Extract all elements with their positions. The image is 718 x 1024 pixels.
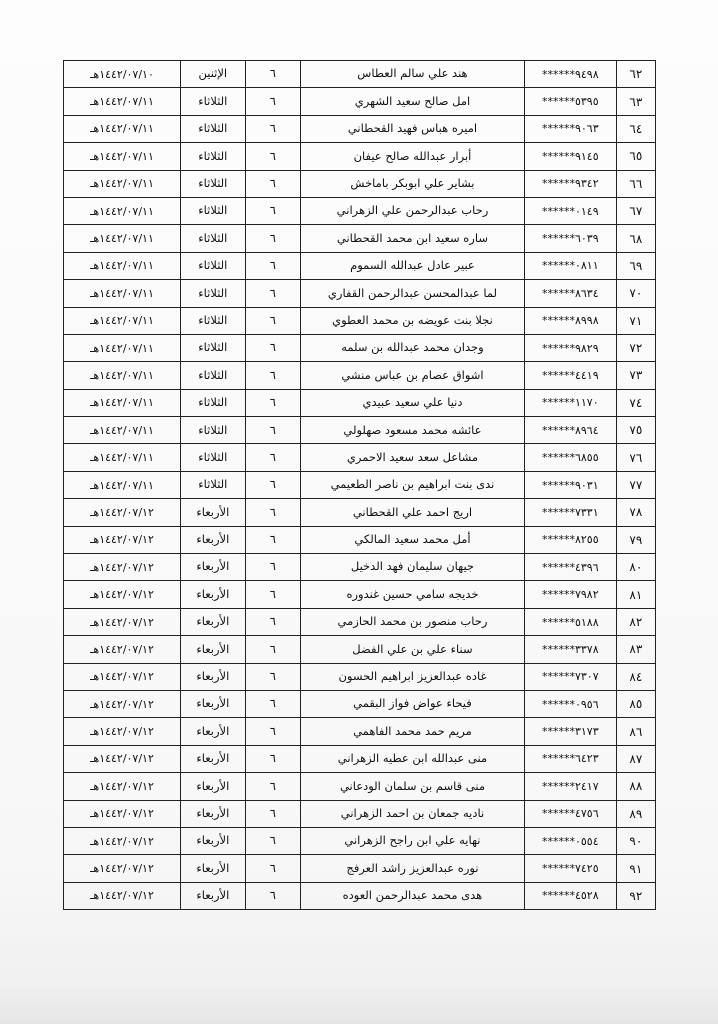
student-name-cell: منى قاسم بن سلمان الودعاني [301, 773, 525, 800]
id-number-cell: ******٣١٧٣ [524, 718, 616, 745]
grade-cell: ٦ [245, 581, 300, 608]
date-cell: ١٤٤٢/٠٧/١٠هـ [64, 61, 181, 88]
grade-cell: ٦ [245, 444, 300, 471]
table-row [64, 115, 656, 142]
grade-cell: ٦ [245, 663, 300, 690]
grade-cell: ٦ [245, 252, 300, 279]
day-cell: الأربعاء [181, 773, 246, 800]
row-number-cell: ٨٦ [616, 718, 655, 745]
student-name-cell: غاده عبدالعزيز ابراهيم الحسون [301, 663, 525, 690]
row-number-cell: ٧٤ [616, 389, 655, 416]
grade-cell: ٦ [245, 471, 300, 498]
row-number-cell: ٦٦ [616, 170, 655, 197]
student-name-cell: أبرار عبدالله صالح عيفان [301, 143, 525, 170]
student-name-cell: رحاب منصور بن محمد الحازمي [301, 608, 525, 635]
row-number-cell: ٦٢ [616, 61, 655, 88]
student-name-cell: ساره سعيد ابن محمد القحطاني [301, 225, 525, 252]
table-row [64, 855, 656, 882]
id-number-cell: ******٠١٤٩ [524, 197, 616, 224]
table-row [64, 827, 656, 854]
row-number-cell: ٨٤ [616, 663, 655, 690]
id-number-cell: ******٥٣٩٥ [524, 88, 616, 115]
id-number-cell: ******٢٤١٧ [524, 773, 616, 800]
table-row [64, 581, 656, 608]
date-cell: ١٤٤٢/٠٧/١٢هـ [64, 554, 181, 581]
student-name-cell: جيهان سليمان فهد الدخيل [301, 554, 525, 581]
id-number-cell: ******٩٠٣١ [524, 471, 616, 498]
id-number-cell: ******٩١٤٥ [524, 143, 616, 170]
day-cell: الأربعاء [181, 882, 246, 909]
table-row [64, 745, 656, 772]
id-number-cell: ******٤٣٩٦ [524, 554, 616, 581]
day-cell: الثلاثاء [181, 280, 246, 307]
table-row [64, 663, 656, 690]
day-cell: الثلاثاء [181, 444, 246, 471]
table-row [64, 417, 656, 444]
id-number-cell: ******٤٥٢٨ [524, 882, 616, 909]
table-row [64, 882, 656, 909]
grade-cell: ٦ [245, 197, 300, 224]
id-number-cell: ******٠٥٥٤ [524, 827, 616, 854]
table-row [64, 389, 656, 416]
date-cell: ١٤٤٢/٠٧/١٢هـ [64, 773, 181, 800]
id-number-cell: ******٤٤١٩ [524, 362, 616, 389]
table-row [64, 170, 656, 197]
date-cell: ١٤٤٢/٠٧/١١هـ [64, 471, 181, 498]
student-name-cell: فيحاء عواض فواز البقمي [301, 690, 525, 717]
student-name-cell: اريج احمد علي القحطاني [301, 499, 525, 526]
student-name-cell: اميره هباس فهيد القحطاني [301, 115, 525, 142]
row-number-cell: ٧٠ [616, 280, 655, 307]
id-number-cell: ******٣٣٧٨ [524, 636, 616, 663]
student-name-cell: خديجه سامي حسين غندوره [301, 581, 525, 608]
date-cell: ١٤٤٢/٠٧/١٢هـ [64, 581, 181, 608]
date-cell: ١٤٤٢/٠٧/١٢هـ [64, 526, 181, 553]
grade-cell: ٦ [245, 526, 300, 553]
row-number-cell: ٦٧ [616, 197, 655, 224]
grade-cell: ٦ [245, 718, 300, 745]
day-cell: الأربعاء [181, 827, 246, 854]
date-cell: ١٤٤٢/٠٧/١٢هـ [64, 690, 181, 717]
table-row [64, 526, 656, 553]
day-cell: الأربعاء [181, 636, 246, 663]
date-cell: ١٤٤٢/٠٧/١١هـ [64, 170, 181, 197]
id-number-cell: ******١١٧٠ [524, 389, 616, 416]
row-number-cell: ٧٩ [616, 526, 655, 553]
id-number-cell: ******٥١٨٨ [524, 608, 616, 635]
day-cell: الأربعاء [181, 800, 246, 827]
table-row [64, 554, 656, 581]
day-cell: الأربعاء [181, 554, 246, 581]
student-name-cell: أمل محمد سعيد المالكي [301, 526, 525, 553]
row-number-cell: ٦٣ [616, 88, 655, 115]
date-cell: ١٤٤٢/٠٧/١٢هـ [64, 663, 181, 690]
table-row [64, 471, 656, 498]
row-number-cell: ٩٢ [616, 882, 655, 909]
date-cell: ١٤٤٢/٠٧/١١هـ [64, 252, 181, 279]
table-row [64, 252, 656, 279]
grade-cell: ٦ [245, 61, 300, 88]
student-name-cell: مريم حمد محمد الفاهمي [301, 718, 525, 745]
student-name-cell: نهايه علي ابن راجح الزهراني [301, 827, 525, 854]
student-name-cell: وجدان محمد عبدالله بن سلمه [301, 334, 525, 361]
table-row [64, 636, 656, 663]
date-cell: ١٤٤٢/٠٧/١١هـ [64, 417, 181, 444]
student-name-cell: اشواق عصام بن عباس منشي [301, 362, 525, 389]
date-cell: ١٤٤٢/٠٧/١٢هـ [64, 636, 181, 663]
id-number-cell: ******٧٣٣١ [524, 499, 616, 526]
id-number-cell: ******٨٩٦٤ [524, 417, 616, 444]
day-cell: الثلاثاء [181, 88, 246, 115]
row-number-cell: ٧١ [616, 307, 655, 334]
id-number-cell: ******٩٣٤٢ [524, 170, 616, 197]
date-cell: ١٤٤٢/٠٧/١١هـ [64, 444, 181, 471]
day-cell: الثلاثاء [181, 225, 246, 252]
id-number-cell: ******٩٤٩٨ [524, 61, 616, 88]
student-name-cell: لما عبدالمحسن عبدالرحمن القفاري [301, 280, 525, 307]
id-number-cell: ******٩٠٦٣ [524, 115, 616, 142]
day-cell: الأربعاء [181, 745, 246, 772]
row-number-cell: ٨١ [616, 581, 655, 608]
day-cell: الأربعاء [181, 718, 246, 745]
id-number-cell: ******٠٨١١ [524, 252, 616, 279]
row-number-cell: ٨٠ [616, 554, 655, 581]
row-number-cell: ٨٧ [616, 745, 655, 772]
student-name-cell: عبير عادل عبدالله السموم [301, 252, 525, 279]
day-cell: الثلاثاء [181, 417, 246, 444]
table-row [64, 499, 656, 526]
row-number-cell: ٧٥ [616, 417, 655, 444]
row-number-cell: ٩١ [616, 855, 655, 882]
row-number-cell: ٨٣ [616, 636, 655, 663]
table-row [64, 690, 656, 717]
grade-cell: ٦ [245, 882, 300, 909]
grade-cell: ٦ [245, 170, 300, 197]
date-cell: ١٤٤٢/٠٧/١١هـ [64, 334, 181, 361]
records-table [63, 60, 656, 910]
grade-cell: ٦ [245, 827, 300, 854]
grade-cell: ٦ [245, 362, 300, 389]
row-number-cell: ٧٢ [616, 334, 655, 361]
date-cell: ١٤٤٢/٠٧/١١هـ [64, 307, 181, 334]
student-name-cell: نوره عبدالعزيز راشد العرفج [301, 855, 525, 882]
student-name-cell: هند علي سالم العطاس [301, 61, 525, 88]
student-name-cell: ندى بنت ابراهيم بن ناصر الطعيمي [301, 471, 525, 498]
student-name-cell: بشاير علي ابوبكر باماخش [301, 170, 525, 197]
row-number-cell: ٧٦ [616, 444, 655, 471]
row-number-cell: ٦٥ [616, 143, 655, 170]
table-row [64, 773, 656, 800]
table-row [64, 143, 656, 170]
row-number-cell: ٧٨ [616, 499, 655, 526]
day-cell: الأربعاء [181, 690, 246, 717]
id-number-cell: ******٦٤٢٣ [524, 745, 616, 772]
row-number-cell: ٨٥ [616, 690, 655, 717]
day-cell: الثلاثاء [181, 362, 246, 389]
day-cell: الأربعاء [181, 855, 246, 882]
grade-cell: ٦ [245, 636, 300, 663]
id-number-cell: ******٩٨٢٩ [524, 334, 616, 361]
day-cell: الإثنين [181, 61, 246, 88]
row-number-cell: ٨٩ [616, 800, 655, 827]
day-cell: الأربعاء [181, 526, 246, 553]
grade-cell: ٦ [245, 334, 300, 361]
grade-cell: ٦ [245, 225, 300, 252]
grade-cell: ٦ [245, 389, 300, 416]
day-cell: الثلاثاء [181, 252, 246, 279]
id-number-cell: ******٦٠٣٩ [524, 225, 616, 252]
grade-cell: ٦ [245, 88, 300, 115]
id-number-cell: ******٨٢٥٥ [524, 526, 616, 553]
id-number-cell: ******٨٩٩٨ [524, 307, 616, 334]
day-cell: الأربعاء [181, 581, 246, 608]
row-number-cell: ٧٧ [616, 471, 655, 498]
row-number-cell: ٦٨ [616, 225, 655, 252]
date-cell: ١٤٤٢/٠٧/١١هـ [64, 362, 181, 389]
id-number-cell: ******٤٧٥٦ [524, 800, 616, 827]
row-number-cell: ٨٨ [616, 773, 655, 800]
row-number-cell: ٧٣ [616, 362, 655, 389]
table-row [64, 88, 656, 115]
table-row [64, 280, 656, 307]
table-row [64, 197, 656, 224]
date-cell: ١٤٤٢/٠٧/١١هـ [64, 143, 181, 170]
grade-cell: ٦ [245, 143, 300, 170]
student-name-cell: ناديه جمعان بن احمد الزهراني [301, 800, 525, 827]
id-number-cell: ******٧٣٠٧ [524, 663, 616, 690]
date-cell: ١٤٤٢/٠٧/١٢هـ [64, 882, 181, 909]
student-name-cell: رحاب عبدالرحمن علي الزهراني [301, 197, 525, 224]
grade-cell: ٦ [245, 800, 300, 827]
table-row [64, 61, 656, 88]
table-row [64, 334, 656, 361]
id-number-cell: ******٦٨٥٥ [524, 444, 616, 471]
student-name-cell: هدى محمد عبدالرحمن العوده [301, 882, 525, 909]
grade-cell: ٦ [245, 745, 300, 772]
table-row [64, 362, 656, 389]
table-row [64, 225, 656, 252]
student-name-cell: دنيا علي سعيد عبيدي [301, 389, 525, 416]
date-cell: ١٤٤٢/٠٧/١٢هـ [64, 608, 181, 635]
date-cell: ١٤٤٢/٠٧/١٢هـ [64, 827, 181, 854]
date-cell: ١٤٤٢/٠٧/١٢هـ [64, 800, 181, 827]
student-name-cell: منى عبدالله ابن عطيه الزهراني [301, 745, 525, 772]
day-cell: الثلاثاء [181, 143, 246, 170]
date-cell: ١٤٤٢/٠٧/١١هـ [64, 88, 181, 115]
student-name-cell: سناء علي بن علي الفضل [301, 636, 525, 663]
day-cell: الأربعاء [181, 608, 246, 635]
table-row [64, 800, 656, 827]
id-number-cell: ******٠٩٥٦ [524, 690, 616, 717]
grade-cell: ٦ [245, 307, 300, 334]
id-number-cell: ******٧٤٢٥ [524, 855, 616, 882]
row-number-cell: ٩٠ [616, 827, 655, 854]
row-number-cell: ٦٩ [616, 252, 655, 279]
student-name-cell: امل صالح سعيد الشهري [301, 88, 525, 115]
day-cell: الثلاثاء [181, 334, 246, 361]
grade-cell: ٦ [245, 608, 300, 635]
day-cell: الأربعاء [181, 499, 246, 526]
date-cell: ١٤٤٢/٠٧/١١هـ [64, 225, 181, 252]
page-bottom-shadow [0, 984, 718, 1024]
grade-cell: ٦ [245, 417, 300, 444]
records-table-body [64, 61, 656, 910]
day-cell: الثلاثاء [181, 115, 246, 142]
date-cell: ١٤٤٢/٠٧/١٢هـ [64, 745, 181, 772]
date-cell: ١٤٤٢/٠٧/١١هـ [64, 115, 181, 142]
table-row [64, 444, 656, 471]
student-name-cell: نجلا بنت عويضه بن محمد العطوي [301, 307, 525, 334]
row-number-cell: ٨٢ [616, 608, 655, 635]
id-number-cell: ******٧٩٨٢ [524, 581, 616, 608]
grade-cell: ٦ [245, 554, 300, 581]
grade-cell: ٦ [245, 499, 300, 526]
day-cell: الثلاثاء [181, 307, 246, 334]
date-cell: ١٤٤٢/٠٧/١١هـ [64, 280, 181, 307]
date-cell: ١٤٤٢/٠٧/١٢هـ [64, 718, 181, 745]
grade-cell: ٦ [245, 280, 300, 307]
table-row [64, 718, 656, 745]
day-cell: الثلاثاء [181, 389, 246, 416]
date-cell: ١٤٤٢/٠٧/١١هـ [64, 197, 181, 224]
date-cell: ١٤٤٢/٠٧/١٢هـ [64, 499, 181, 526]
table-row [64, 307, 656, 334]
table-row [64, 608, 656, 635]
date-cell: ١٤٤٢/٠٧/١٢هـ [64, 855, 181, 882]
day-cell: الثلاثاء [181, 170, 246, 197]
day-cell: الأربعاء [181, 663, 246, 690]
day-cell: الثلاثاء [181, 197, 246, 224]
id-number-cell: ******٨٦٣٤ [524, 280, 616, 307]
row-number-cell: ٦٤ [616, 115, 655, 142]
day-cell: الثلاثاء [181, 471, 246, 498]
grade-cell: ٦ [245, 690, 300, 717]
grade-cell: ٦ [245, 115, 300, 142]
grade-cell: ٦ [245, 773, 300, 800]
student-name-cell: مشاعل سعد سعيد الاحمري [301, 444, 525, 471]
student-name-cell: عائشه محمد مسعود صهلولي [301, 417, 525, 444]
grade-cell: ٦ [245, 855, 300, 882]
date-cell: ١٤٤٢/٠٧/١١هـ [64, 389, 181, 416]
